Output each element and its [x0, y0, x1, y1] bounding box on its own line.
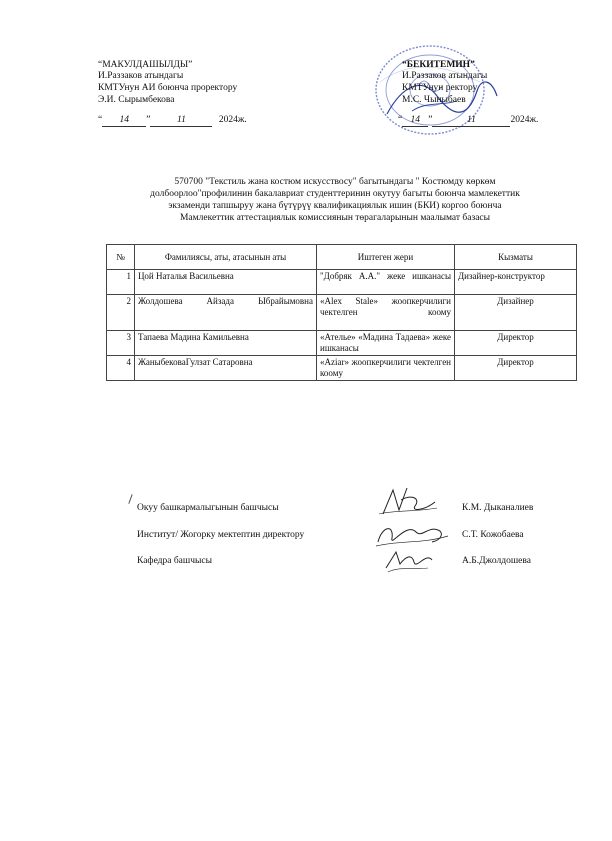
handwritten-signature-1: [375, 484, 445, 518]
approval-line3-right: М.С. Чыныбаев: [402, 95, 466, 105]
row-number: 1: [107, 270, 135, 295]
header-fullname: Фамилиясы, аты, атасынын аты: [135, 245, 317, 270]
row-name: Цой Наталья Васильевна: [135, 270, 317, 295]
commission-chairs-table: [106, 244, 577, 381]
row-workplace: «Ателье» «Мадина Тадаева» жеке ишканасы: [317, 331, 455, 356]
date-year-left: 2024ж.: [218, 115, 247, 125]
approval-line2-right: КМТУнун ректору: [402, 83, 478, 93]
table-row: [107, 295, 577, 331]
stray-tick-mark: [128, 494, 132, 504]
date-month-left: 11: [150, 114, 212, 127]
document-title-line2: долбоорлоо"профилинин бакалавриат студенттеринин окутуу багыты боюнча мамлекеттик: [150, 189, 520, 199]
date-day-left: 14: [102, 114, 146, 127]
date-day-right: 14: [402, 114, 428, 127]
approval-line3-left: Э.И. Сырымбекова: [98, 95, 175, 105]
row-position: Директор: [455, 331, 577, 356]
table-row: [107, 270, 577, 295]
approval-line1-right: И.Раззаков атындагы: [402, 71, 488, 81]
row-name: Жолдошева Айзада Ыбрайымовна: [135, 295, 317, 331]
row-workplace: «Aziar» жоопкерчилиги чектелген коому: [317, 356, 455, 381]
row-workplace: «Alex Stale» жоопкерчилиги чектелген коому: [317, 295, 455, 331]
header-position: Кызматы: [455, 245, 577, 270]
header-number: №: [107, 245, 135, 270]
approval-line2-left: КМТУнун АИ боюнча проректору: [98, 83, 238, 93]
date-year-right: 2024ж.: [510, 115, 539, 125]
date-month-right: 11: [432, 114, 510, 127]
signature-role-2: Институт/ Жогорку мектептин директору: [137, 530, 305, 540]
document-title-line1: 570700 "Текстиль жана костюм искусствосу" багытындагы " Костюмду көркөм: [174, 177, 496, 187]
signature-name-1: К.М. Дыканалиев: [462, 503, 534, 513]
handwritten-signature-3: [380, 546, 440, 576]
approval-date-left: “ 14 ” 11 2024ж.: [98, 115, 247, 125]
approval-heading-left: “МАКУЛДАШЫЛДЫ”: [98, 60, 193, 70]
approval-heading-right: “БЕКИТЕМИН”: [402, 60, 475, 70]
row-number: 3: [107, 331, 135, 356]
approval-line1-left: И.Раззаков атындагы: [98, 71, 184, 81]
row-number: 2: [107, 295, 135, 331]
signature-name-3: А.Б.Джолдошева: [462, 556, 531, 566]
row-position: Дизайнер: [455, 295, 577, 331]
row-number: 4: [107, 356, 135, 381]
table-row: [107, 331, 577, 356]
document-title-line3: экзаменди тапшыруу жана бүтүрүү квалификациялык ишин (БКИ) коргоо боюнча: [168, 201, 502, 211]
signature-role-3: Кафедра башчысы: [137, 556, 212, 566]
approval-date-right: “ 14 ” 11 2024ж.: [398, 115, 539, 125]
row-name: Тапаева Мадина Камильевна: [135, 331, 317, 356]
table-row: [107, 356, 577, 381]
row-position: Дизайнер-конструктор: [455, 270, 577, 295]
row-workplace: "Добряк А.А." жеке ишканасы: [317, 270, 455, 295]
document-title-line4: Мамлекеттик аттестациялык комиссиянын төрагаларынын маалымат базасы: [179, 213, 491, 223]
signature-role-1: Окуу башкармалыгынын башчысы: [137, 503, 279, 513]
row-position: Директор: [455, 356, 577, 381]
table-header-row: [107, 245, 577, 270]
signature-name-2: С.Т. Кожобаева: [462, 530, 524, 540]
header-workplace: Иштеген жери: [317, 245, 455, 270]
row-name: ЖаныбековаГулзат Сатаровна: [135, 356, 317, 381]
